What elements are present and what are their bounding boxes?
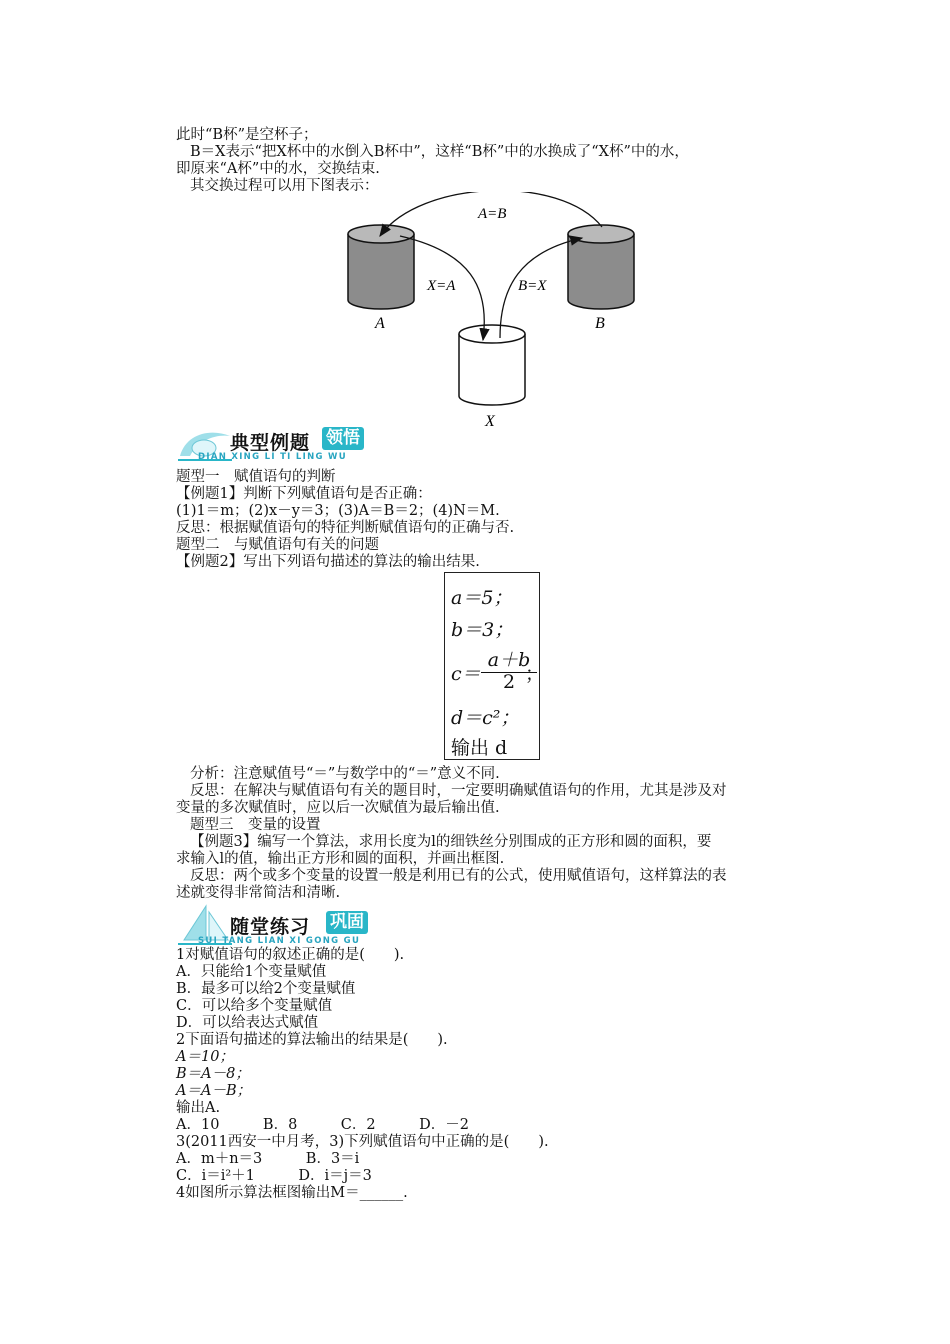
- question-2-line-4: 输出A.: [176, 1100, 221, 1116]
- label-a-eq-b: A=B: [478, 206, 507, 222]
- label-cup-b: B: [595, 315, 605, 332]
- question-2-options: A．10 B．8 C．2 D．－2: [176, 1117, 469, 1133]
- label-cup-a: A: [375, 315, 385, 332]
- banner2-pinyin: SUI TANG LIAN XI GONG GU: [198, 936, 361, 946]
- cup-swap-diagram: [330, 192, 660, 432]
- reflection-2a: 反思：在解决与赋值语句有关的题目时，一定要明确赋值语句的作用，尤其是涉及对: [190, 783, 727, 799]
- question-1-option-c: C．可以给多个变量赋值: [176, 998, 333, 1014]
- question-2-line-3: A＝A－B；: [176, 1083, 252, 1099]
- banner-pinyin: DIAN XING LI TI LING WU: [198, 452, 347, 462]
- program-line-c-end: ；: [525, 663, 545, 685]
- intro-line-2: B＝X表示“把X杯中的水倒入B杯中”，这样“B杯”中的水换成了“X杯”中的水，: [190, 144, 689, 160]
- question-1-option-d: D．可以给表达式赋值: [176, 1015, 319, 1031]
- reflection-3b: 述就变得非常简洁和清晰.: [176, 885, 341, 901]
- intro-line-1: 此时“B杯”是空杯子；: [176, 127, 318, 143]
- question-2-line-2: B＝A－8；: [176, 1066, 250, 1082]
- program-box: [444, 572, 545, 760]
- question-2: 2下面语句描述的算法输出的结果是( ).: [176, 1032, 448, 1048]
- topic-3: 题型三 变量的设置: [190, 817, 321, 833]
- topic-2: 题型二 与赋值语句有关的问题: [176, 537, 379, 553]
- label-cup-x: X: [485, 413, 495, 430]
- cup-x: [459, 325, 525, 405]
- topic-1: 题型一 赋值语句的判断: [176, 469, 336, 485]
- question-3: 3(2011西安一中月考，3)下列赋值语句中正确的是( ).: [176, 1134, 549, 1150]
- fraction-numerator: a＋b: [481, 645, 537, 673]
- question-1-option-a: A．只能给1个变量赋值: [176, 964, 327, 980]
- question-3-options-cd: C．i＝i²＋1 D．i＝j＝3: [176, 1168, 372, 1184]
- program-line-d: d＝c²；: [451, 707, 520, 729]
- label-b-eq-x: B=X: [518, 278, 547, 294]
- program-line-c: c＝: [451, 663, 481, 685]
- section-banner-examples: [176, 426, 396, 466]
- program-line-b: b＝3；: [451, 619, 514, 641]
- reflection-1: 反思：根据赋值语句的特征判断赋值语句的正确与否.: [176, 520, 515, 536]
- analysis-1: 分析：注意赋值号“＝”与数学中的“＝”意义不同.: [190, 766, 500, 782]
- banner2-tag: 巩固: [326, 911, 368, 934]
- example-1-items: (1)1＝m；(2)x－y＝3；(3)A＝B＝2；(4)N＝M.: [176, 503, 500, 519]
- banner-tag: 领悟: [322, 427, 364, 450]
- example-3a: 【例题3】编写一个算法，求用长度为l的细铁丝分别围成的正方形和圆的面积，要: [190, 834, 712, 850]
- question-3-options-ab: A．m＋n＝3 B．3＝i: [176, 1151, 360, 1167]
- reflection-2b: 变量的多次赋值时，应以后一次赋值为最后输出值.: [176, 800, 500, 816]
- program-line-a: a＝5；: [451, 587, 513, 609]
- reflection-3a: 反思：两个或多个变量的设置一般是利用已有的公式，使用赋值语句，这样算法的表: [190, 868, 727, 884]
- example-2: 【例题2】写出下列语句描述的算法的输出结果.: [176, 554, 480, 570]
- fraction-denominator: 2: [502, 671, 516, 693]
- intro-line-3: 即原来“A杯”中的水，交换结束.: [176, 161, 380, 177]
- question-2-line-1: A＝10；: [176, 1049, 234, 1065]
- question-1: 1对赋值语句的叙述正确的是( ).: [176, 947, 405, 963]
- program-line-output: 输出 d: [451, 737, 508, 759]
- banner-title: 典型例题: [230, 432, 311, 454]
- label-x-eq-a: X=A: [427, 278, 456, 294]
- intro-line-4: 其交换过程可以用下图表示：: [190, 178, 379, 194]
- banner2-title: 随堂练习: [230, 916, 311, 938]
- section-banner-exercises: [176, 904, 406, 948]
- example-3b: 求输入l的值，输出正方形和圆的面积，并画出框图.: [176, 851, 505, 867]
- question-1-option-b: B．最多可以给2个变量赋值: [176, 981, 356, 997]
- example-1: 【例题1】判断下列赋值语句是否正确：: [176, 486, 432, 502]
- question-4: 4如图所示算法框图输出M＝______.: [176, 1185, 408, 1201]
- cup-b: [568, 225, 634, 309]
